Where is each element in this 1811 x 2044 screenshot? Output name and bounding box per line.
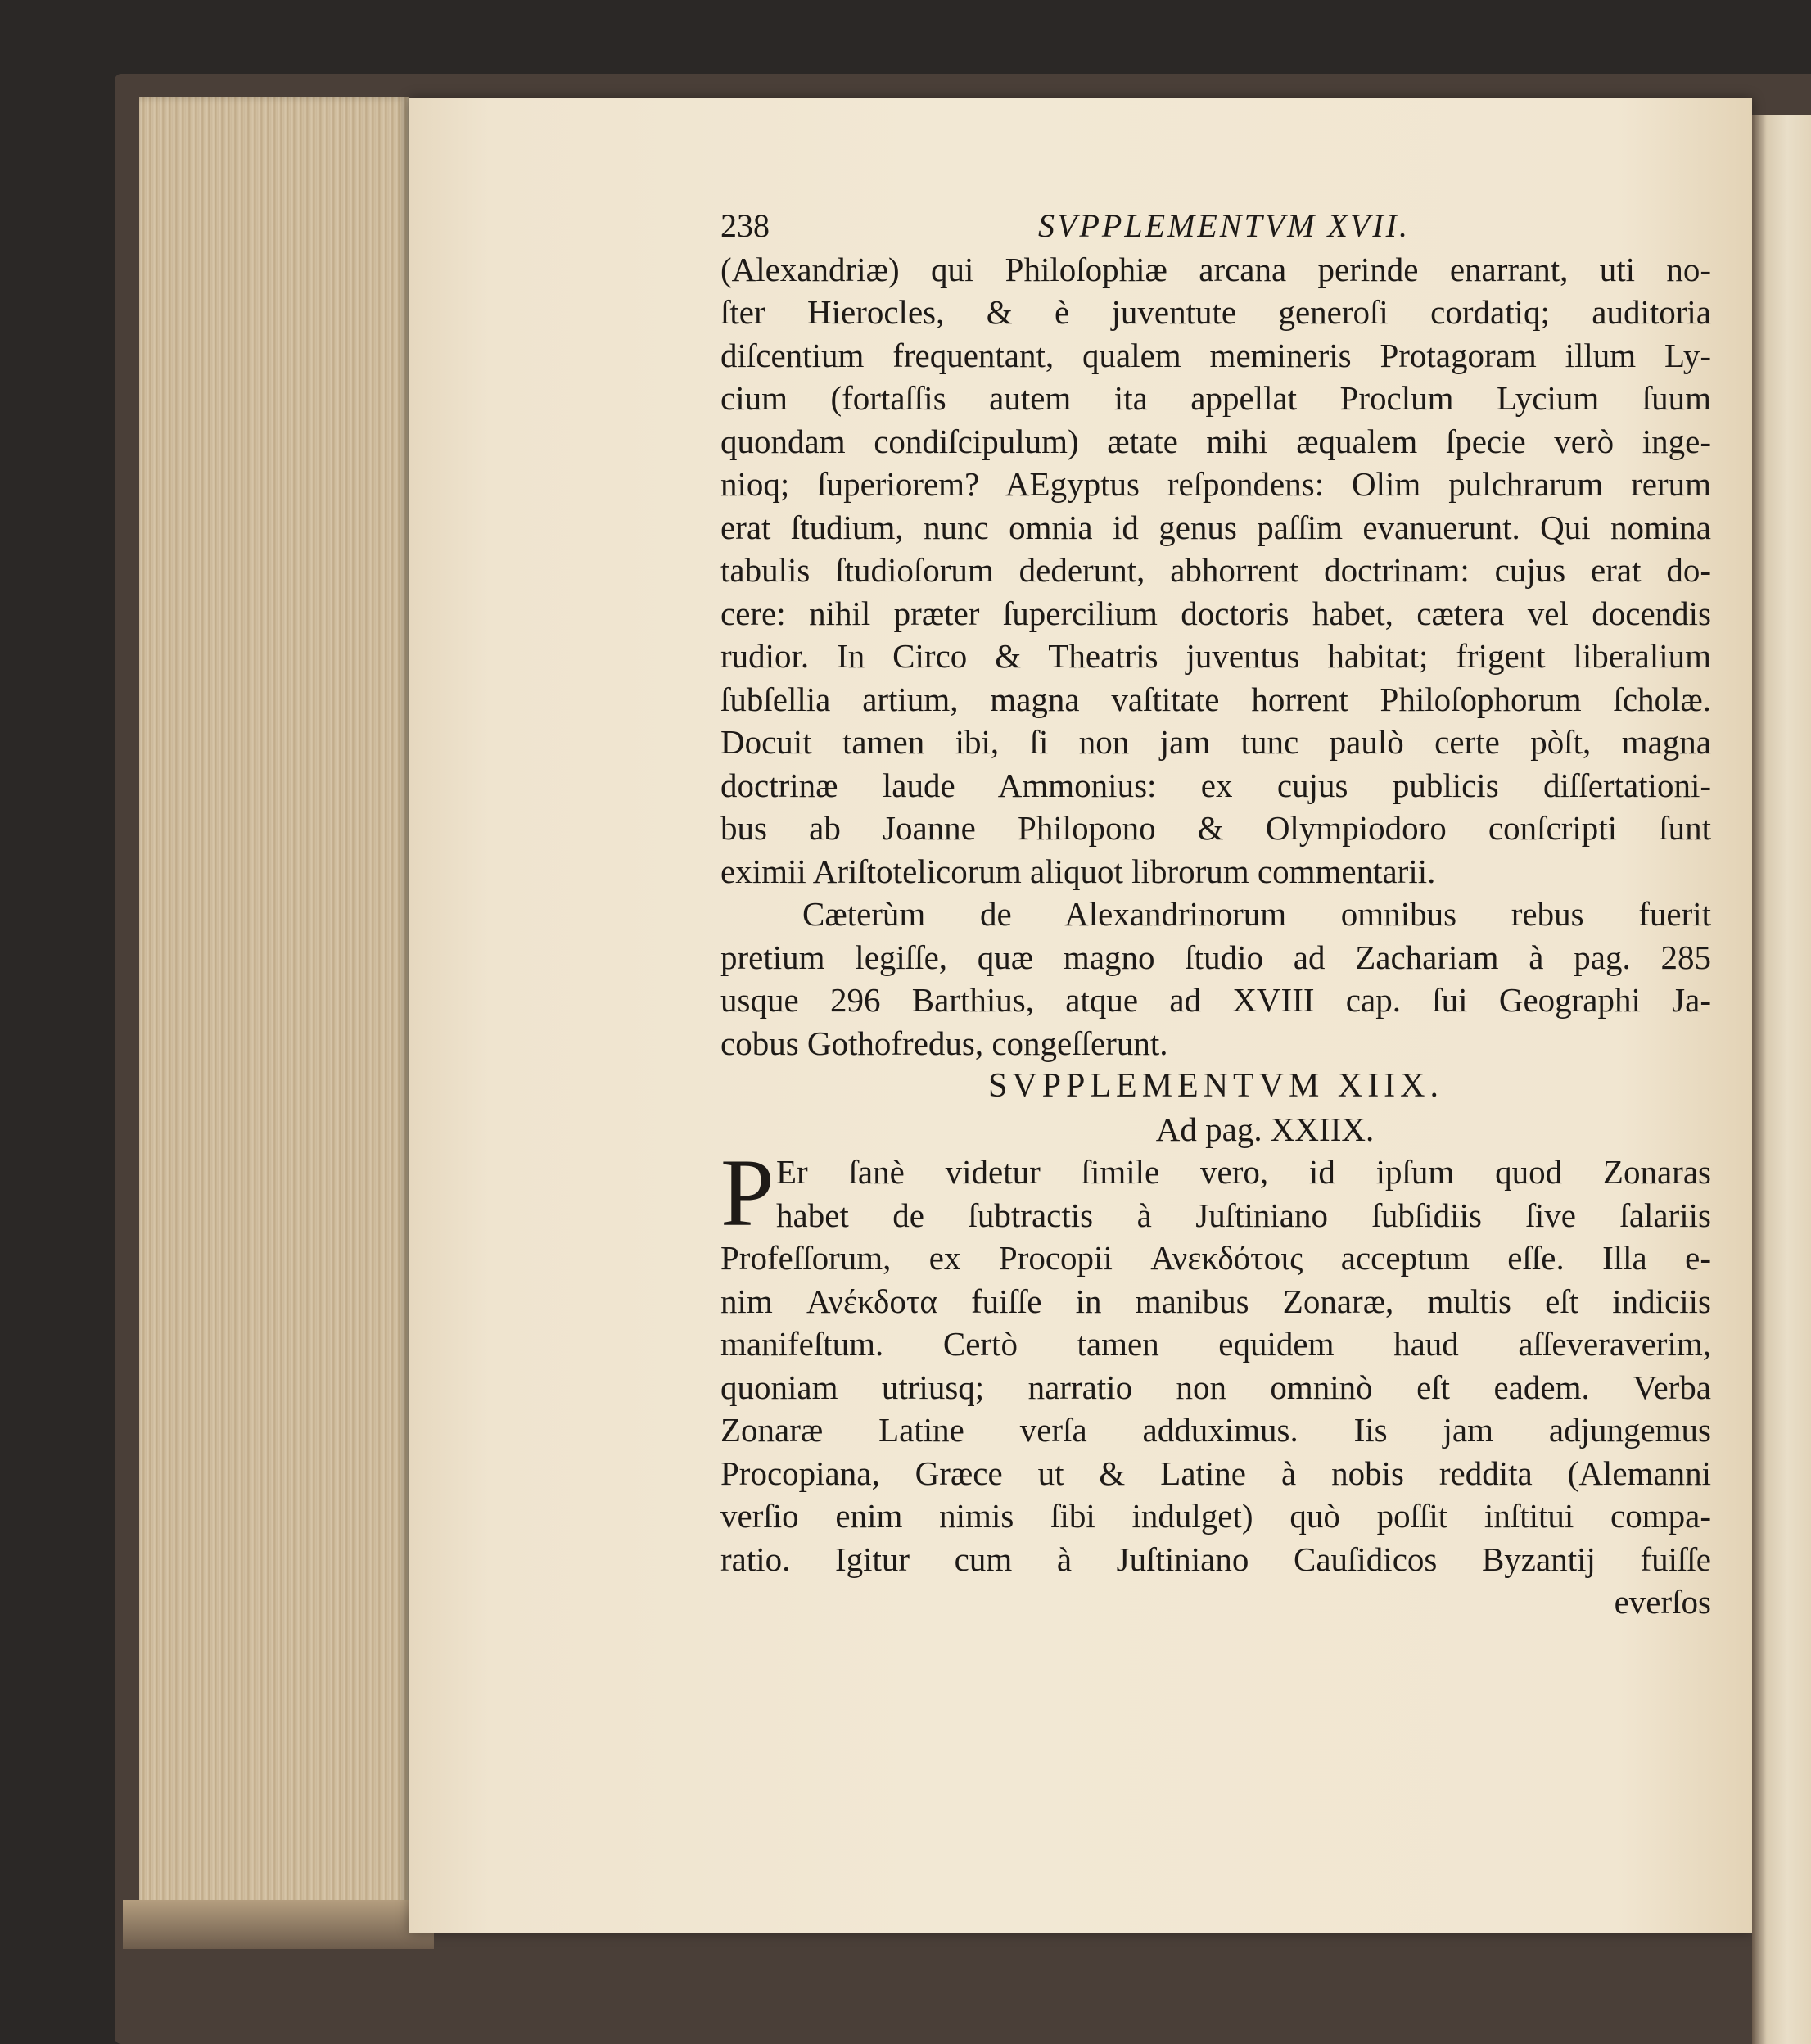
text-line: bus ab Joanne Philopono & Olympiodoro conſcripti ſunt	[720, 809, 1711, 847]
text-line: diſcentium frequentant, qualem memineris Protagoram illum Ly-	[720, 336, 1711, 374]
paragraph-2	[720, 893, 1711, 1065]
running-head	[720, 205, 1711, 248]
text-line: nioq; ſuperiorem? AEgyptus reſpondens: Olim pulchrarum rerum	[720, 465, 1711, 503]
text-line: nim Ανέκδοτα fuiſſe in manibus Zonaræ, multis eſt indiciis	[720, 1282, 1711, 1320]
text-line: Zonaræ Latine verſa adduximus. Iis jam adjungemus	[720, 1411, 1711, 1449]
paragraph-1	[720, 248, 1711, 893]
text-line: ratio. Igitur cum à Juſtiniano Cauſidicos Byzantij fuiſſe	[720, 1540, 1711, 1578]
catchword: everſos	[1614, 1583, 1711, 1621]
text-line: Er ſanè videtur ſimile vero, id ipſum quod Zonaras	[776, 1153, 1711, 1191]
text-line: quondam condiſcipulum) ætate mihi æqualem ſpecie verò inge-	[720, 422, 1711, 460]
text-line: Profeſſorum, ex Procopii Ανεκδότοις acceptum eſſe. Illa e-	[720, 1239, 1711, 1277]
text-line: rudior. In Circo & Theatris juventus habitat; frigent liberalium	[720, 637, 1711, 675]
text-line: verſio enim nimis ſibi indulget) quò poſſit inſtitui compa-	[720, 1497, 1711, 1535]
page-edges	[139, 97, 409, 1923]
text-line: cobus Gothofredus, congeſſerunt.	[720, 1024, 1168, 1062]
text-line: (Alexandriæ) qui Philoſophiæ arcana perinde enarrant, uti no-	[720, 250, 1711, 288]
page-edges-bottom	[123, 1900, 434, 1949]
text-line: cere: nihil præter ſupercilium doctoris habet, cætera vel docendis	[720, 594, 1711, 632]
text-line: ſter Hierocles, & è juventute generoſi cordatiq; auditoria	[720, 293, 1711, 331]
text-line: pretium legiſſe, quæ magno ſtudio ad Zachariam à pag. 285	[720, 938, 1711, 976]
running-title: SVPPLEMENTVM XVII.	[1038, 207, 1410, 244]
page-number: 238	[720, 207, 770, 244]
section-subtitle: Ad pag. XXIIX.	[1155, 1110, 1375, 1148]
text-line: eximii Ariſtotelicorum aliquot librorum commentarii.	[720, 852, 1436, 890]
text-line: doctrinæ laude Ammonius: ex cujus publicis diſſertationi-	[720, 766, 1711, 804]
text-line: cium (fortaſſis autem ita appellat Proclum Lycium ſuum	[720, 379, 1711, 417]
text-line: quoniam utriusq; narratio non omninò eſt eadem. Verba	[720, 1368, 1711, 1406]
drop-cap: P	[720, 1139, 775, 1246]
text-line: ſubſellia artium, magna vaſtitate horrent Philoſophorum ſcholæ.	[720, 680, 1711, 718]
text-line: manifeſtum. Certò tamen equidem haud aſſeveraverim,	[720, 1325, 1711, 1363]
text-line: Cæterùm de Alexandrinorum omnibus rebus fuerit	[802, 895, 1711, 933]
section-title: SVPPLEMENTVM XIIX.	[987, 1067, 1443, 1105]
facing-page	[1752, 115, 1811, 2044]
text-line: tabulis ſtudioſorum dederunt, abhorrent doctrinam: cujus erat do-	[720, 551, 1711, 589]
page-text	[720, 205, 1711, 1624]
paragraph-3	[720, 1139, 1711, 1624]
text-line: Docuit tamen ibi, ſi non jam tunc paulò certe pòſt, magna	[720, 723, 1711, 761]
text-line: erat ſtudium, nunc omnia id genus paſſim evanuerunt. Qui nomina	[720, 508, 1711, 546]
text-line: Procopiana, Græce ut & Latine à nobis reddita (Alemanni	[720, 1454, 1711, 1492]
text-line: usque 296 Barthius, atque ad XVIII cap. ſui Geographi Ja-	[720, 981, 1711, 1019]
text-line: habet de ſubtractis à Juſtiniano ſubſidiis ſive ſalariis	[776, 1196, 1711, 1234]
